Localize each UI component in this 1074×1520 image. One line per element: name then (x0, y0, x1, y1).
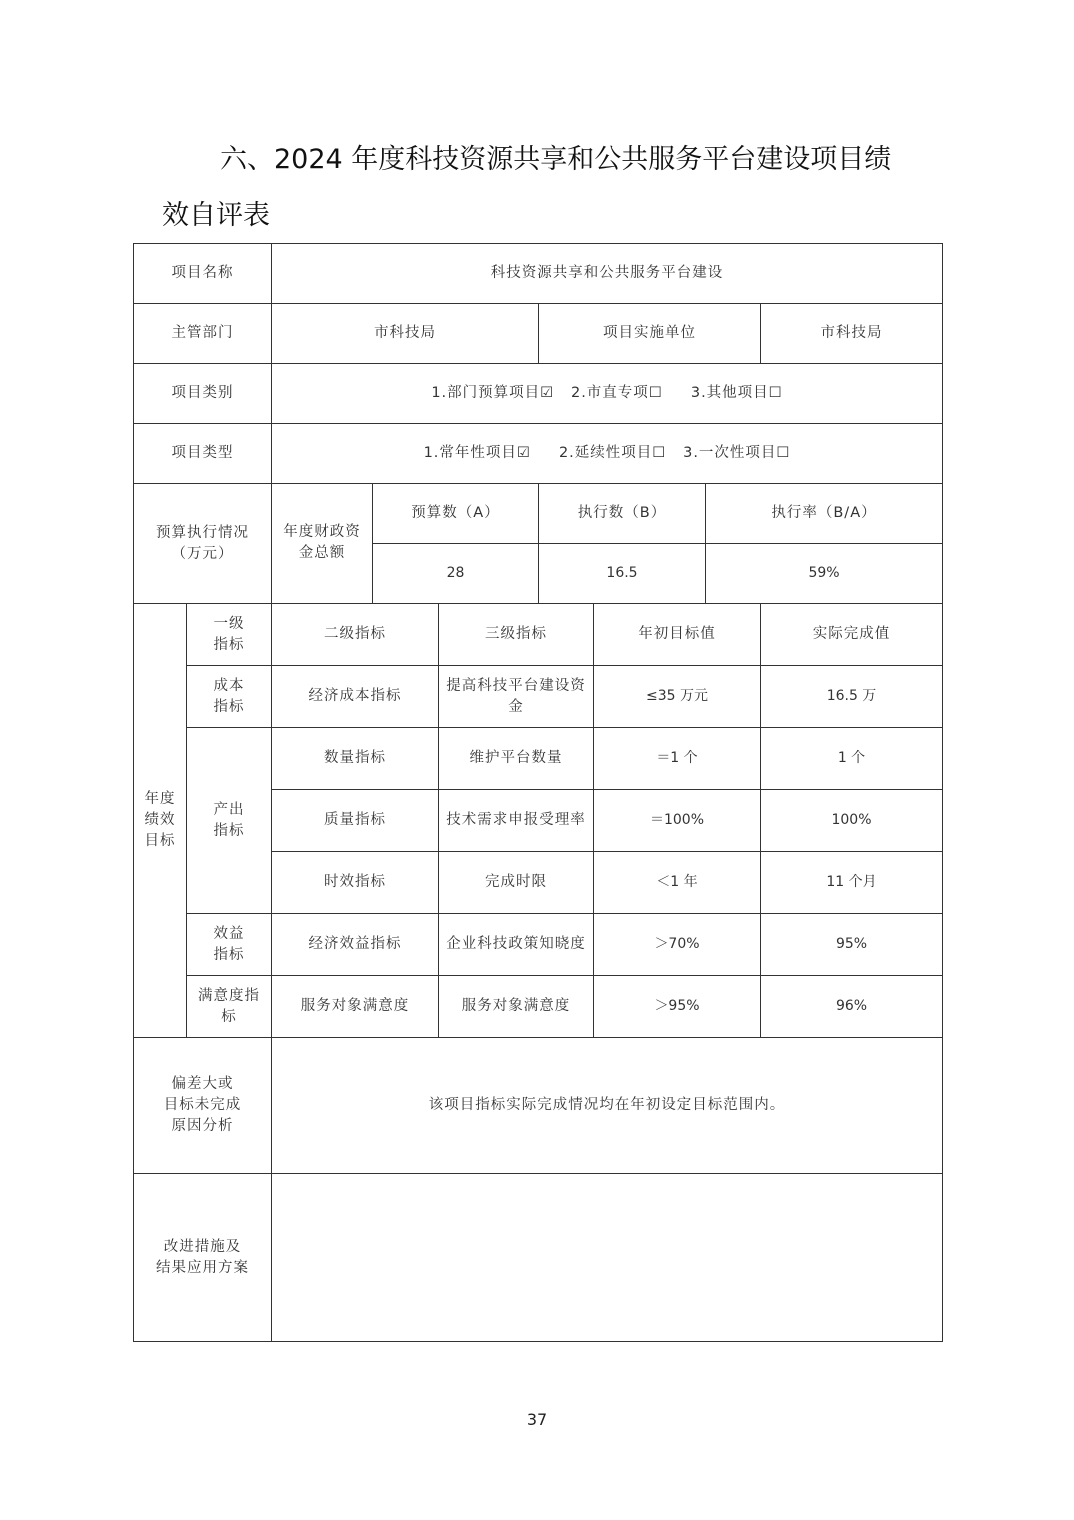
row-project-name (134, 244, 943, 304)
header-budget-a: 预算数（A） (373, 484, 539, 544)
output-timeliness-actual: 11 个月 (761, 852, 943, 914)
label-deviation (134, 1038, 272, 1174)
header-target: 年初目标值 (594, 604, 761, 666)
label-output-line2: 指标 (213, 822, 245, 839)
label-budget (134, 484, 272, 604)
value-project-name: 科技资源共享和公共服务平台建设 (272, 244, 943, 304)
header-level1-line2: 指标 (213, 636, 245, 653)
row-indicator-header (134, 604, 943, 666)
label-annual-funds-line1: 年度财政资 (283, 524, 361, 540)
value-exec-rate: 59% (706, 544, 943, 604)
value-department: 市科技局 (272, 304, 539, 364)
label-annual-goals (134, 604, 187, 1038)
label-output (187, 728, 272, 914)
row-improvement (134, 1174, 943, 1342)
output-timeliness-target: ＜1 年 (594, 852, 761, 914)
cost-actual: 16.5 万 (761, 666, 943, 728)
header-level1-line1: 一级 (213, 615, 245, 632)
output-quantity-level2: 数量指标 (272, 728, 439, 790)
cost-target: ≤35 万元 (594, 666, 761, 728)
label-improvement (134, 1174, 272, 1342)
benefit-target: ＞70% (594, 914, 761, 976)
label-benefit-line1: 效益 (213, 925, 245, 942)
cost-level3-line1: 提高科技平台建设资 (446, 677, 586, 694)
output-quality-level3: 技术需求申报受理率 (439, 790, 594, 852)
page-number: 37 (526, 1410, 548, 1429)
satisfaction-target: ＞95% (594, 976, 761, 1038)
label-impl-unit: 项目实施单位 (539, 304, 761, 364)
annual-goals-line3: 目标 (144, 833, 176, 849)
value-impl-unit: 市科技局 (761, 304, 943, 364)
annual-goals-line1: 年度 (144, 791, 176, 807)
header-level2: 二级指标 (272, 604, 439, 666)
output-quantity-actual: 1 个 (761, 728, 943, 790)
title-line-2: 效自评表 (162, 200, 270, 231)
satisfaction-actual: 96% (761, 976, 943, 1038)
label-cost (187, 666, 272, 728)
cost-level2: 经济成本指标 (272, 666, 439, 728)
title-line-1: 六、2024 年度科技资源共享和公共服务平台建设项目绩 (220, 144, 892, 175)
annual-goals-line2: 绩效 (144, 812, 176, 828)
label-department: 主管部门 (134, 304, 272, 364)
row-budget-header (134, 484, 943, 544)
value-improvement (272, 1174, 943, 1342)
label-cost-line2: 指标 (213, 698, 245, 715)
cost-level3-line2: 金 (508, 698, 524, 715)
output-quantity-target: ＝1 个 (594, 728, 761, 790)
output-quantity-level3: 维护平台数量 (439, 728, 594, 790)
label-satisfaction-line1: 满意度指 (198, 987, 260, 1004)
header-level3: 三级指标 (439, 604, 594, 666)
label-annual-funds (272, 484, 373, 604)
label-satisfaction-line2: 标 (221, 1008, 237, 1025)
label-improvement-line2: 结果应用方案 (156, 1259, 249, 1276)
label-satisfaction (187, 976, 272, 1038)
label-deviation-line2: 目标未完成 (163, 1097, 242, 1113)
header-exec-b: 执行数（B） (539, 484, 706, 544)
label-output-line1: 产出 (213, 801, 245, 818)
label-deviation-line3: 原因分析 (171, 1118, 234, 1134)
row-cost (134, 666, 943, 728)
row-category (134, 364, 943, 424)
header-exec-rate: 执行率（B/A） (706, 484, 943, 544)
header-actual: 实际完成值 (761, 604, 943, 666)
value-budget-a: 28 (373, 544, 539, 604)
label-budget-line2: （万元） (171, 545, 234, 562)
benefit-level3: 企业科技政策知晓度 (439, 914, 594, 976)
page-title (162, 132, 962, 244)
label-annual-funds-line2: 金总额 (298, 545, 346, 561)
output-quality-actual: 100% (761, 790, 943, 852)
label-budget-line1: 预算执行情况 (156, 524, 249, 541)
row-deviation (134, 1038, 943, 1174)
row-benefit (134, 914, 943, 976)
value-exec-b: 16.5 (539, 544, 706, 604)
label-benefit-line2: 指标 (213, 946, 245, 963)
output-quality-level2: 质量指标 (272, 790, 439, 852)
label-improvement-line1: 改进措施及 (163, 1238, 242, 1255)
row-satisfaction (134, 976, 943, 1038)
value-deviation: 该项目指标实际完成情况均在年初设定目标范围内。 (272, 1038, 943, 1174)
output-timeliness-level2: 时效指标 (272, 852, 439, 914)
value-type: 1.常年性项目☑ 2.延续性项目☐ 3.一次性项目☐ (272, 424, 943, 484)
label-category: 项目类别 (134, 364, 272, 424)
header-level1 (187, 604, 272, 666)
output-quality-target: ＝100% (594, 790, 761, 852)
row-department (134, 304, 943, 364)
cost-level3 (439, 666, 594, 728)
row-type (134, 424, 943, 484)
label-cost-line1: 成本 (213, 677, 245, 694)
benefit-level2: 经济效益指标 (272, 914, 439, 976)
value-category: 1.部门预算项目☑ 2.市直专项☐ 3.其他项目☐ (272, 364, 943, 424)
benefit-actual: 95% (761, 914, 943, 976)
output-timeliness-level3: 完成时限 (439, 852, 594, 914)
label-project-name: 项目名称 (134, 244, 272, 304)
row-output-quantity (134, 728, 943, 790)
performance-table (133, 243, 943, 1342)
label-deviation-line1: 偏差大或 (171, 1076, 234, 1092)
satisfaction-level3: 服务对象满意度 (439, 976, 594, 1038)
label-type: 项目类型 (134, 424, 272, 484)
satisfaction-level2: 服务对象满意度 (272, 976, 439, 1038)
label-benefit (187, 914, 272, 976)
